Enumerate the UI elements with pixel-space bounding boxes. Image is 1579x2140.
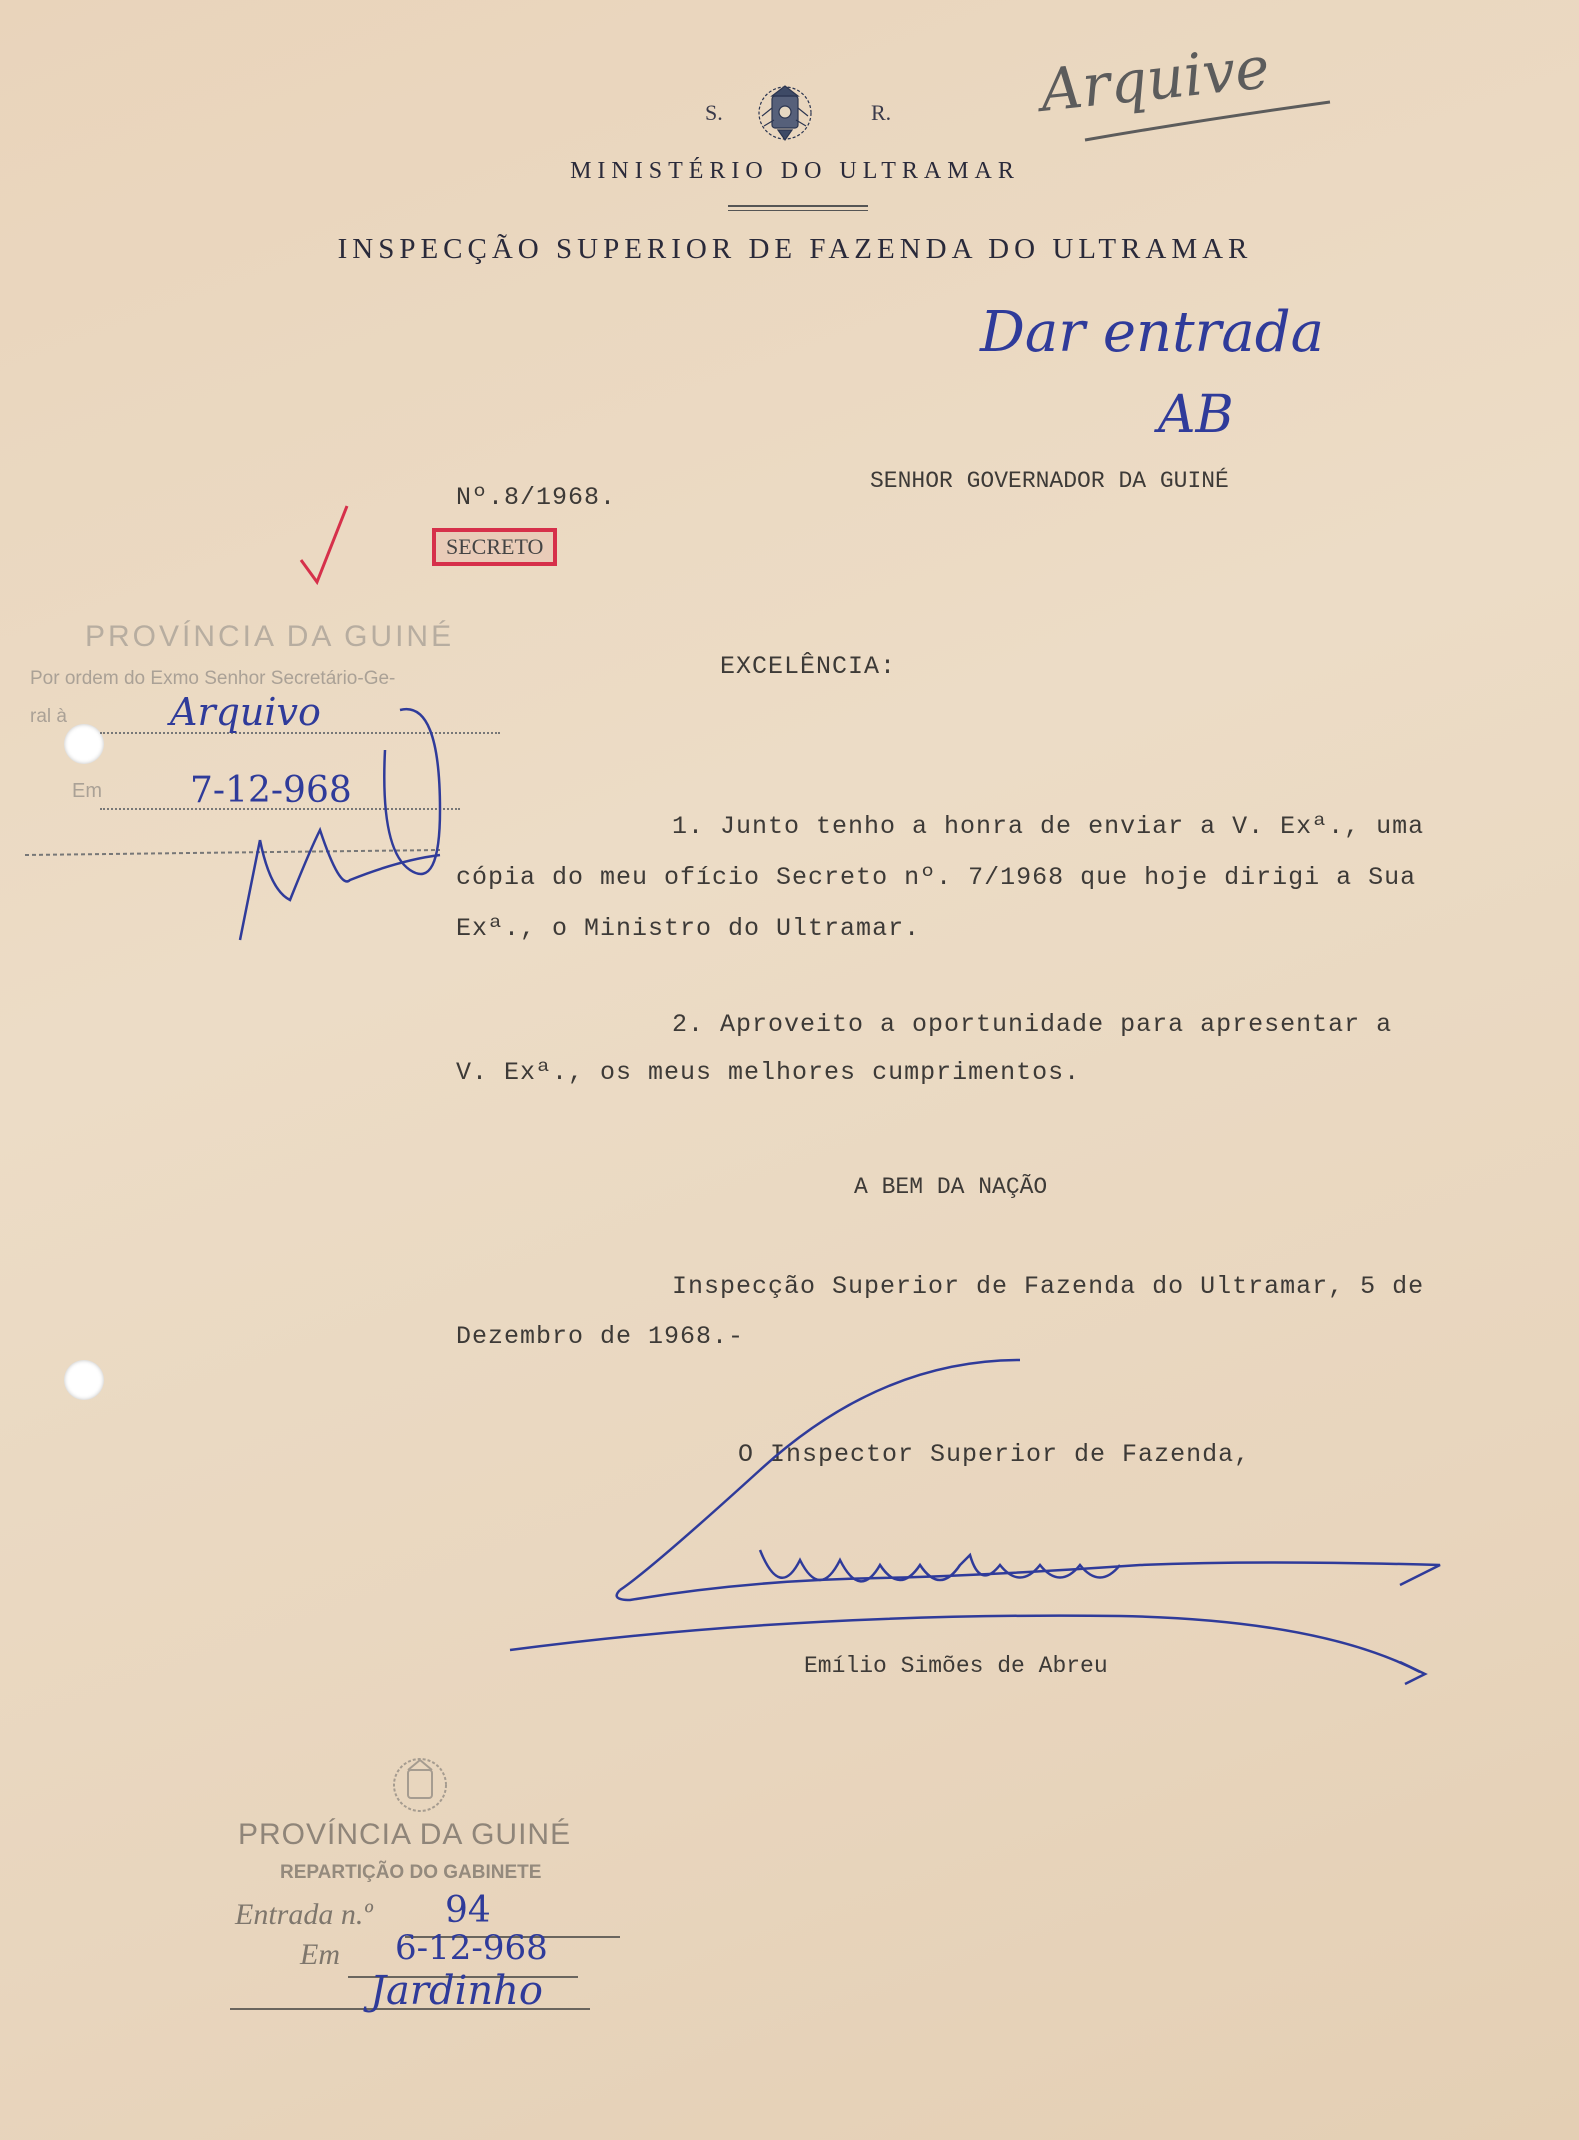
checkmark-icon xyxy=(295,500,355,590)
place-date-line1: Inspecção Superior de Fazenda do Ultramar, 5 de xyxy=(672,1272,1425,1301)
letter-number: Nº.8/1968. xyxy=(456,483,617,512)
header-r: R. xyxy=(871,100,892,125)
annotation-arquive: Arquive xyxy=(1037,33,1273,125)
stamp-left-signature xyxy=(20,690,480,960)
para1-line3: Exª., o Ministro do Ultramar. xyxy=(456,914,921,943)
para2-line1: 2. Aproveito a oportunidade para apresentar a xyxy=(672,1010,1393,1039)
header-rule xyxy=(728,205,868,211)
salutation: EXCELÊNCIA: xyxy=(720,652,897,681)
stamp-left-destination: Arquivo xyxy=(170,690,321,734)
crest-icon xyxy=(750,78,820,148)
secret-stamp-text: SECRETO xyxy=(446,534,544,559)
secret-stamp xyxy=(432,528,557,566)
place-date-line2: Dezembro de 1968.- xyxy=(456,1322,745,1351)
annotation-dar-entrada: Dar entrada xyxy=(980,300,1324,365)
closing: A BEM DA NAÇÃO xyxy=(854,1174,1048,1200)
para1-line1: 1. Junto tenho a honra de enviar a V. Exª., uma xyxy=(672,812,1425,841)
signatory-title: O Inspector Superior de Fazenda, xyxy=(738,1440,1251,1469)
stamp-bottom-signature: Jardinho xyxy=(370,1968,544,2014)
header xyxy=(0,0,1579,280)
stamp-left-line1: Por ordem do Exmo Senhor Secretário-Ge- xyxy=(30,668,396,689)
stamp-bottom-date: 6-12-968 xyxy=(395,1928,548,1968)
stamp-bottom-entrada-label: Entrada n.º xyxy=(235,1898,373,1931)
stamp-left-title: PROVÍNCIA DA GUINÉ xyxy=(85,620,455,653)
header-s: S. xyxy=(705,100,723,125)
addressee: SENHOR GOVERNADOR DA GUINÉ xyxy=(870,468,1229,494)
para2-line2: V. Exª., os meus melhores cumprimentos. xyxy=(456,1058,1081,1087)
department-name: INSPECÇÃO SUPERIOR DE FAZENDA DO ULTRAMAR xyxy=(337,233,1253,265)
stamp-bottom-em-label: Em xyxy=(300,1938,340,1971)
main-signature xyxy=(500,1350,1460,1690)
stamp-left-date: 7-12-968 xyxy=(190,770,352,811)
stamp-left-line2: ral à xyxy=(30,706,67,727)
stamp-bottom-entrada-value: 94 xyxy=(445,1890,491,1931)
punch-hole-bottom xyxy=(64,1360,104,1400)
stamp-crest-icon xyxy=(380,1750,460,1820)
annotation-underline xyxy=(1080,90,1340,150)
stamp-bottom-subtitle: REPARTIÇÃO DO GABINETE xyxy=(280,1862,542,1883)
stamp-left-em-label: Em xyxy=(72,780,102,802)
ministry-name: MINISTÉRIO DO ULTRAMAR xyxy=(570,158,1020,184)
para1-line2: cópia do meu ofício Secreto nº. 7/1968 que hoje dirigi a Sua xyxy=(456,863,1417,892)
stamp-bottom xyxy=(220,1750,640,2050)
signatory-name: Emílio Simões de Abreu xyxy=(804,1653,1108,1679)
stamp-bottom-title: PROVÍNCIA DA GUINÉ xyxy=(238,1818,572,1851)
annotation-initials: AB xyxy=(1158,385,1234,445)
